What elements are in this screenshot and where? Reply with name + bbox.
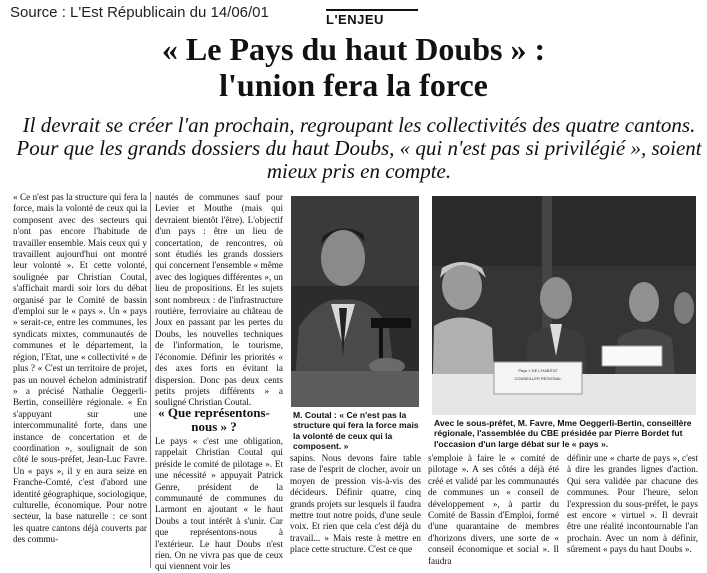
- article-column-3: [290, 453, 421, 568]
- column-2-text: nautés de communes sauf pour Levier et Mouthe (mais qui devraient bientôt l'être). L'objectif d'un pays : être un lieu de concertation, de rencontres, où sont étudiés les grands dossiers qui concernent l'ensemble « même avec des logiques différentes », un lieu de propositions. Et les sujets sont nombreux : de l'infrastructure routière, ferroviaire au château de Joux en passant par les pertes du Doubs, les nouvelles techniques de l'information, le tourisme, l'économie. Définir les priorités « des axes forts en évitant la dispersion. Donc pas deux cents petits projets différents » a souligné Christian Coutal.: [155, 192, 283, 408]
- subheading: « Que représentons-nous » ?: [158, 405, 270, 434]
- photo-caption-2: Avec le sous-préfet, M. Favre, Mme Oeggerli-Bertin, conseillère régionale, l'assemblée du CBE présidée par Pierre Bordet fut l'occasion d'un large débat sur le « pays ».: [434, 418, 692, 449]
- name-card-1: Pays « DE L'HABITAT: [518, 368, 558, 373]
- source-line: Source : L'Est Républicain du 14/06/01: [10, 4, 269, 21]
- photo-assembly: [432, 196, 696, 415]
- column-3-text: sapins. Nous devons faire table rase de l'esprit de clocher, avoir un moyen de pression vis-à-vis des décideurs. Définir quatre, cinq grands projets sur lesquels il faudra mettre tout notre poids, d'une seule voix. Et rien que cela c'est déjà du travail... » Mais reste à mettre en place cette structure. C'est ce que: [290, 453, 421, 555]
- article-column-4: [428, 453, 559, 568]
- article-column-5: [567, 453, 698, 568]
- name-card-2: CONSEILLER RÉGIONAL: [514, 376, 562, 381]
- column-5-text: définir une « charte de pays », c'est à dire les grandes lignes d'action. Qui sera validée par chacune des communes. Pour l'heure, selon l'expression du sous-préfet, le pays est encore « virtuel ». Il devrait être une réalité incontournable l'an prochain. Avec un nom à définir, sûrement « pays du haut Doubs ».: [567, 453, 698, 555]
- column-1-text: « Ce n'est pas la structure qui fera la force, mais la volonté de ceux qui la composent avec des secteurs qui n'ont pas encore l'habitude de travailler ensemble. Mais ceux qui y travaillent aujourd'hui ont montré leur volonté ». Et cette volonté, soulignée par Christian Coutal, s'affichait mardi soir lors du débat organisé par le Comité de bassin d'emploi sur le « pays ». Un « pays » serait-ce, entre les communes, les syndicats mixtes, communautés de communes et le département, la région, l'Etat, une « collectivité » de plus ? « C'est un territoire de projet, pas un nouvel échelon administratif » a précisé Nathalie Oeggerli-Bertin, conseillère régionale. « En s'appuyant sur une intercommunalité forte, dans une instance de concertation et de coordination », soulignait de son côté le sous-préfet, Jean-Luc Favre. Un « pays », il y en aura seize en Franche-Comté, c'est d'abord une identité géographique, sociologique, culturelle, économique. Pour notre secteur, la base naturelle : ce sont les quatre cantons déjà couverts par des commu-: [13, 192, 147, 545]
- article-column-2: [155, 192, 283, 408]
- column-divider: [150, 192, 151, 568]
- rubric-label: L'ENJEU: [326, 9, 418, 27]
- standfirst: Il devrait se créer l'an prochain, regroupant les collectivités des quatre cantons. Pour que les grands dossiers du haut Doubs, « qui n'est pas si privilégié », soient mieux pris en compte.: [16, 113, 702, 183]
- article-column-2b: [155, 436, 283, 572]
- photo-caption-1: M. Coutal : « Ce n'est pas la structure qui fera la force mais la volonté de ceux qui la composent. »: [293, 410, 419, 452]
- photo-coutal-image: [291, 196, 419, 407]
- headline: [0, 31, 707, 103]
- column-4-text: s'emploie à faire le « comité de pilotage ». A ses côtés a déjà été créé et validé par les communautés de communes un « conseil de développement », à partir du Comité de Bassin d'Emploi, formé d'une quarantaine de membres d'horizons divers, une sorte de « conseil économique et social ». Il faudra: [428, 453, 559, 566]
- headline-line-2: l'union fera la force: [219, 67, 488, 103]
- article-column-1: [13, 192, 147, 568]
- photo-coutal: [291, 196, 419, 407]
- column-2b-text: Le pays « c'est une obligation, rappelait Christian Coutal qui préside le comité de pilotage ». Et une nécessité » appuyait Patrick Genre, président de la communauté de communes du Larmont en ajoutant « le haut Doubs a tout intérêt à s'unir. Car que représentons-nous à l'extérieur. Le haut Doubs n'est rien. On ne vivra pas que de ceux qui viennent voir les: [155, 436, 283, 572]
- photo-assembly-image: [432, 196, 696, 415]
- headline-line-1: « Le Pays du haut Doubs » :: [161, 31, 546, 67]
